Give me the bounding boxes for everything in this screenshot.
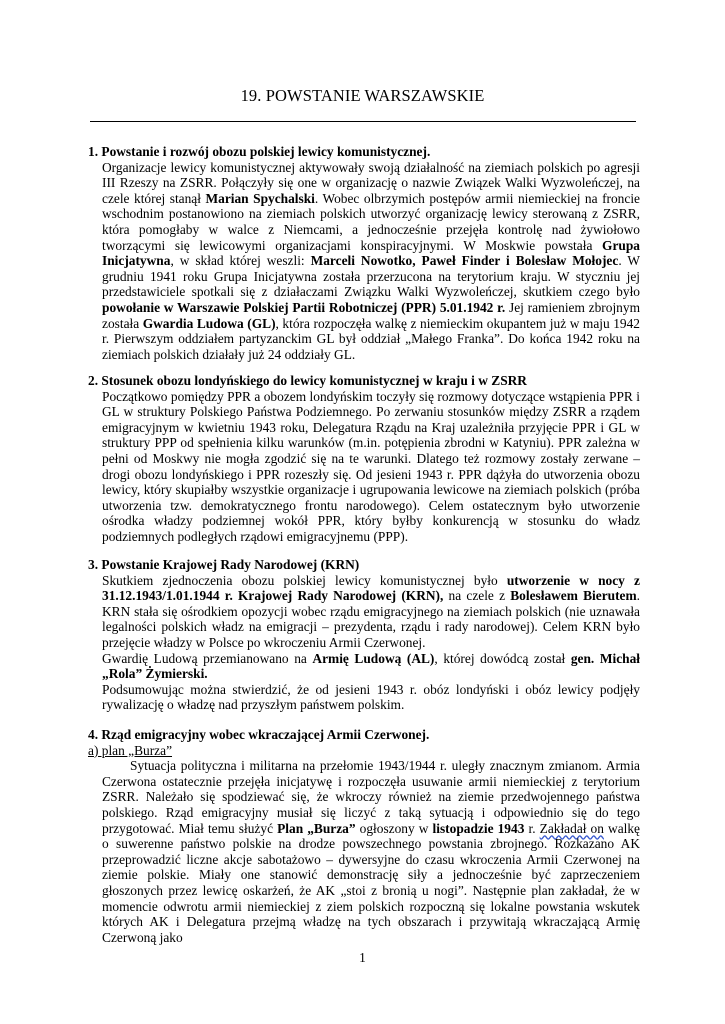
bold-run: powołanie w Warszawie Polskiej Partii Robotniczej (PPR) 5.01.1942 r. [102,299,506,315]
bold-run: Grupa Inicjatywna [102,237,640,269]
text-run: Sytuacja polityczna i militarna na przełomie 1943/1944 r. uległy znacznym zmianom. Armia Czerwona ostatecznie przejęła inicjatywę i rozpoczęła usuwanie armii niemieckiej z terytorium ZSRR. Należało się spodziewać się, że wkroczy również na ziemie przedwojennego państwa polskiego. Rząd emigracyjny musiał się liczyć z taką sytuacją i odpowiednio się do tego przygotować. Miał temu służyć [102,758,640,836]
spellcheck-underlined-text: Zakładał on [539,820,604,836]
section-4-paragraph [102,758,640,945]
bold-run: Armię Ludową (AL) [312,650,435,666]
text-run: Skutkiem zjednoczenia obozu polskiej lewicy komunistycznej było [102,572,507,588]
section-4-heading: 4. Rząd emigracyjny wobec wkraczającej Armii Czerwonej. [88,727,430,742]
bold-run: Marceli Nowotko, Paweł Finder i Bolesław Mołojec [310,253,619,269]
text-run: Gwardię Ludową przemianowano na [102,650,313,666]
section-4-body [102,758,640,945]
text-run: . W grudniu 1941 roku Grupa Inicjatywna została przerzucona na terytorium kraju. W styczniu jej przedstawiciele spotkali się z działaczami Związku Walki Wyzwoleńczej, skutkiem czego było [102,253,641,300]
bold-run: Gwardia Ludowa (GL) [142,315,276,331]
bold-run: Plan „Burza” [277,820,356,836]
section-3-paragraph-3: Podsumowując można stwierdzić, że od jesieni 1943 r. obóz londyński i obóz lewicy podjęły rywalizację o władzę nad przyszłym państwem polskim. [102,681,640,713]
subsection-heading: a) plan „Burza” [88,742,173,758]
text-run: . KRN stała się ośrodkiem opozycji wobec rządu emigracyjnego na ziemiach polskich (nie uznawała legalności polskich władz na emigracji – prezydenta, rządu i rady narodowej). Celem KRN było przejęcie władzy w Polsce po wkroczeniu Armii Czerwonej. [102,588,640,650]
bold-run: utworzenie w nocy z 31.12.1943/1.01.1944 r. Krajowej Rady Narodowej (KRN), [102,572,640,604]
section-4 [88,727,640,945]
text-run: walkę o suwerenne państwo polskie na drodze powszechnego powstania zbrojnego. Rozkazano AK przeprowadzić liczne akcje sabotażowo – dywersyjne do czasu wkroczenia Armii Czerwonej na ziemie polskie. Miały one stanowić demonstrację siły a jednocześnie być zaprzeczeniem głoszonych przez lewicę oskarżeń, że AK „stoi z bronią u nogi”. Następnie plan zakładał, że w momencie odwrotu armii niemieckiej z ziem polskich rozpoczną się lokalne powstania wskutek których AK i Delegatura przejmą władzę na tych obszarach i przywitają wkraczającą Armię Czerwoną jako [102,820,641,945]
page-number: 1 [359,950,366,965]
section-2-paragraph: Początkowo pomiędzy PPR a obozem londyńskim toczyły się rozmowy dotyczące wstąpienia PPR i GL w struktury Polskiego Państwa Podziemnego. Po zerwaniu stosunków między ZSRR a rządem emigracyjnym w kwietniu 1943 roku, Delegatura Rządu na Kraj uzależniła przyjęcie PPR i GL w struktury PPP od spełnienia kilku warunków (m.in. potępienia zbrodni w Katyniu). PPR zależna w pełni od Moskwy nie mogła zgodzić się na te warunki. Dlatego też rozmowy zostały zerwane – drogi obozu londyńskiego i PPR rozeszły się. Od jesieni 1943 r. PPR dążyła do utworzenia obozu lewicy, który skupiałby wszystkie organizacje i ugrupowania lewicowe na ziemiach polskich (próba utworzenia tzw. demokratycznego frontu narodowego). Celem ostatecznym było utworzenie ośrodka władzy podziemnej wokół PPR, który byłby konkurencją w stosunku do władz podziemnych podległych rządowi emigracyjnemu (PPP). [102,388,640,544]
title-divider [90,121,636,122]
section-3-body [102,573,640,713]
section-2-body [102,389,640,545]
section-3-paragraph-1 [102,573,640,651]
section-3-heading: 3. Powstanie Krajowej Rady Narodowej (KRN) [88,557,360,572]
text-run: r. [524,820,540,836]
section-1-heading: 1. Powstanie i rozwój obozu polskiej lewicy komunistycznej. [88,144,431,159]
section-2-heading: 2. Stosunek obozu londyńskiego do lewicy komunistycznej w kraju i w ZSRR [88,373,527,388]
text-run: Jej ramieniem zbrojnym została [102,299,640,331]
section-3 [88,557,640,713]
bold-run: listopadzie 1943 [432,820,525,836]
text-run: , która rozpoczęła walkę z niemieckim okupantem już w maju 1942 r. Pierwszym oddziałem partyzanckim GL był oddział „Małego Franka”. Do końca 1942 roku na ziemiach polskich działały już 24 oddziały GL. [102,315,640,362]
text-run: , w skład której weszli: [170,253,311,269]
section-1-body [102,160,640,363]
bold-run: Marian Spychalski [205,190,315,206]
bold-run: gen. Michał „Rola” Żymierski. [102,650,641,682]
bold-run: Bolesławem Bierutem [510,588,637,604]
section-3-paragraph-2 [102,651,640,682]
text-run: ogłoszony w [355,820,433,836]
section-1 [88,144,640,362]
section-2 [88,373,640,545]
text-run: . Wobec olbrzymich postępów armii niemieckiej na froncie wschodnim postanowiono na ziemiach polskich utworzyć organizację lewicy sterowaną z ZSRR, która pomogłaby w walce z Niemcami, a jednocześnie przejęła kontrolę nad żywiołowo tworzącymi się lewicowymi organizacjami konspiracyjnymi. W Moskwie powstała [102,190,640,253]
page-title: 19. POWSTANIE WARSZAWSKIE [240,86,485,105]
text-run: , której dowódcą został [434,650,571,666]
text-run: Organizacje lewicy komunistycznej aktywowały swoją działalność na ziemiach polskich po agresji III Rzeszy na ZSRR. Połączyły się one w organizację o nazwie Związek Walki Wyzwoleńczej, na czele której stanął [102,159,640,206]
text-run: na czele z [443,588,511,604]
section-1-paragraph [102,160,640,363]
